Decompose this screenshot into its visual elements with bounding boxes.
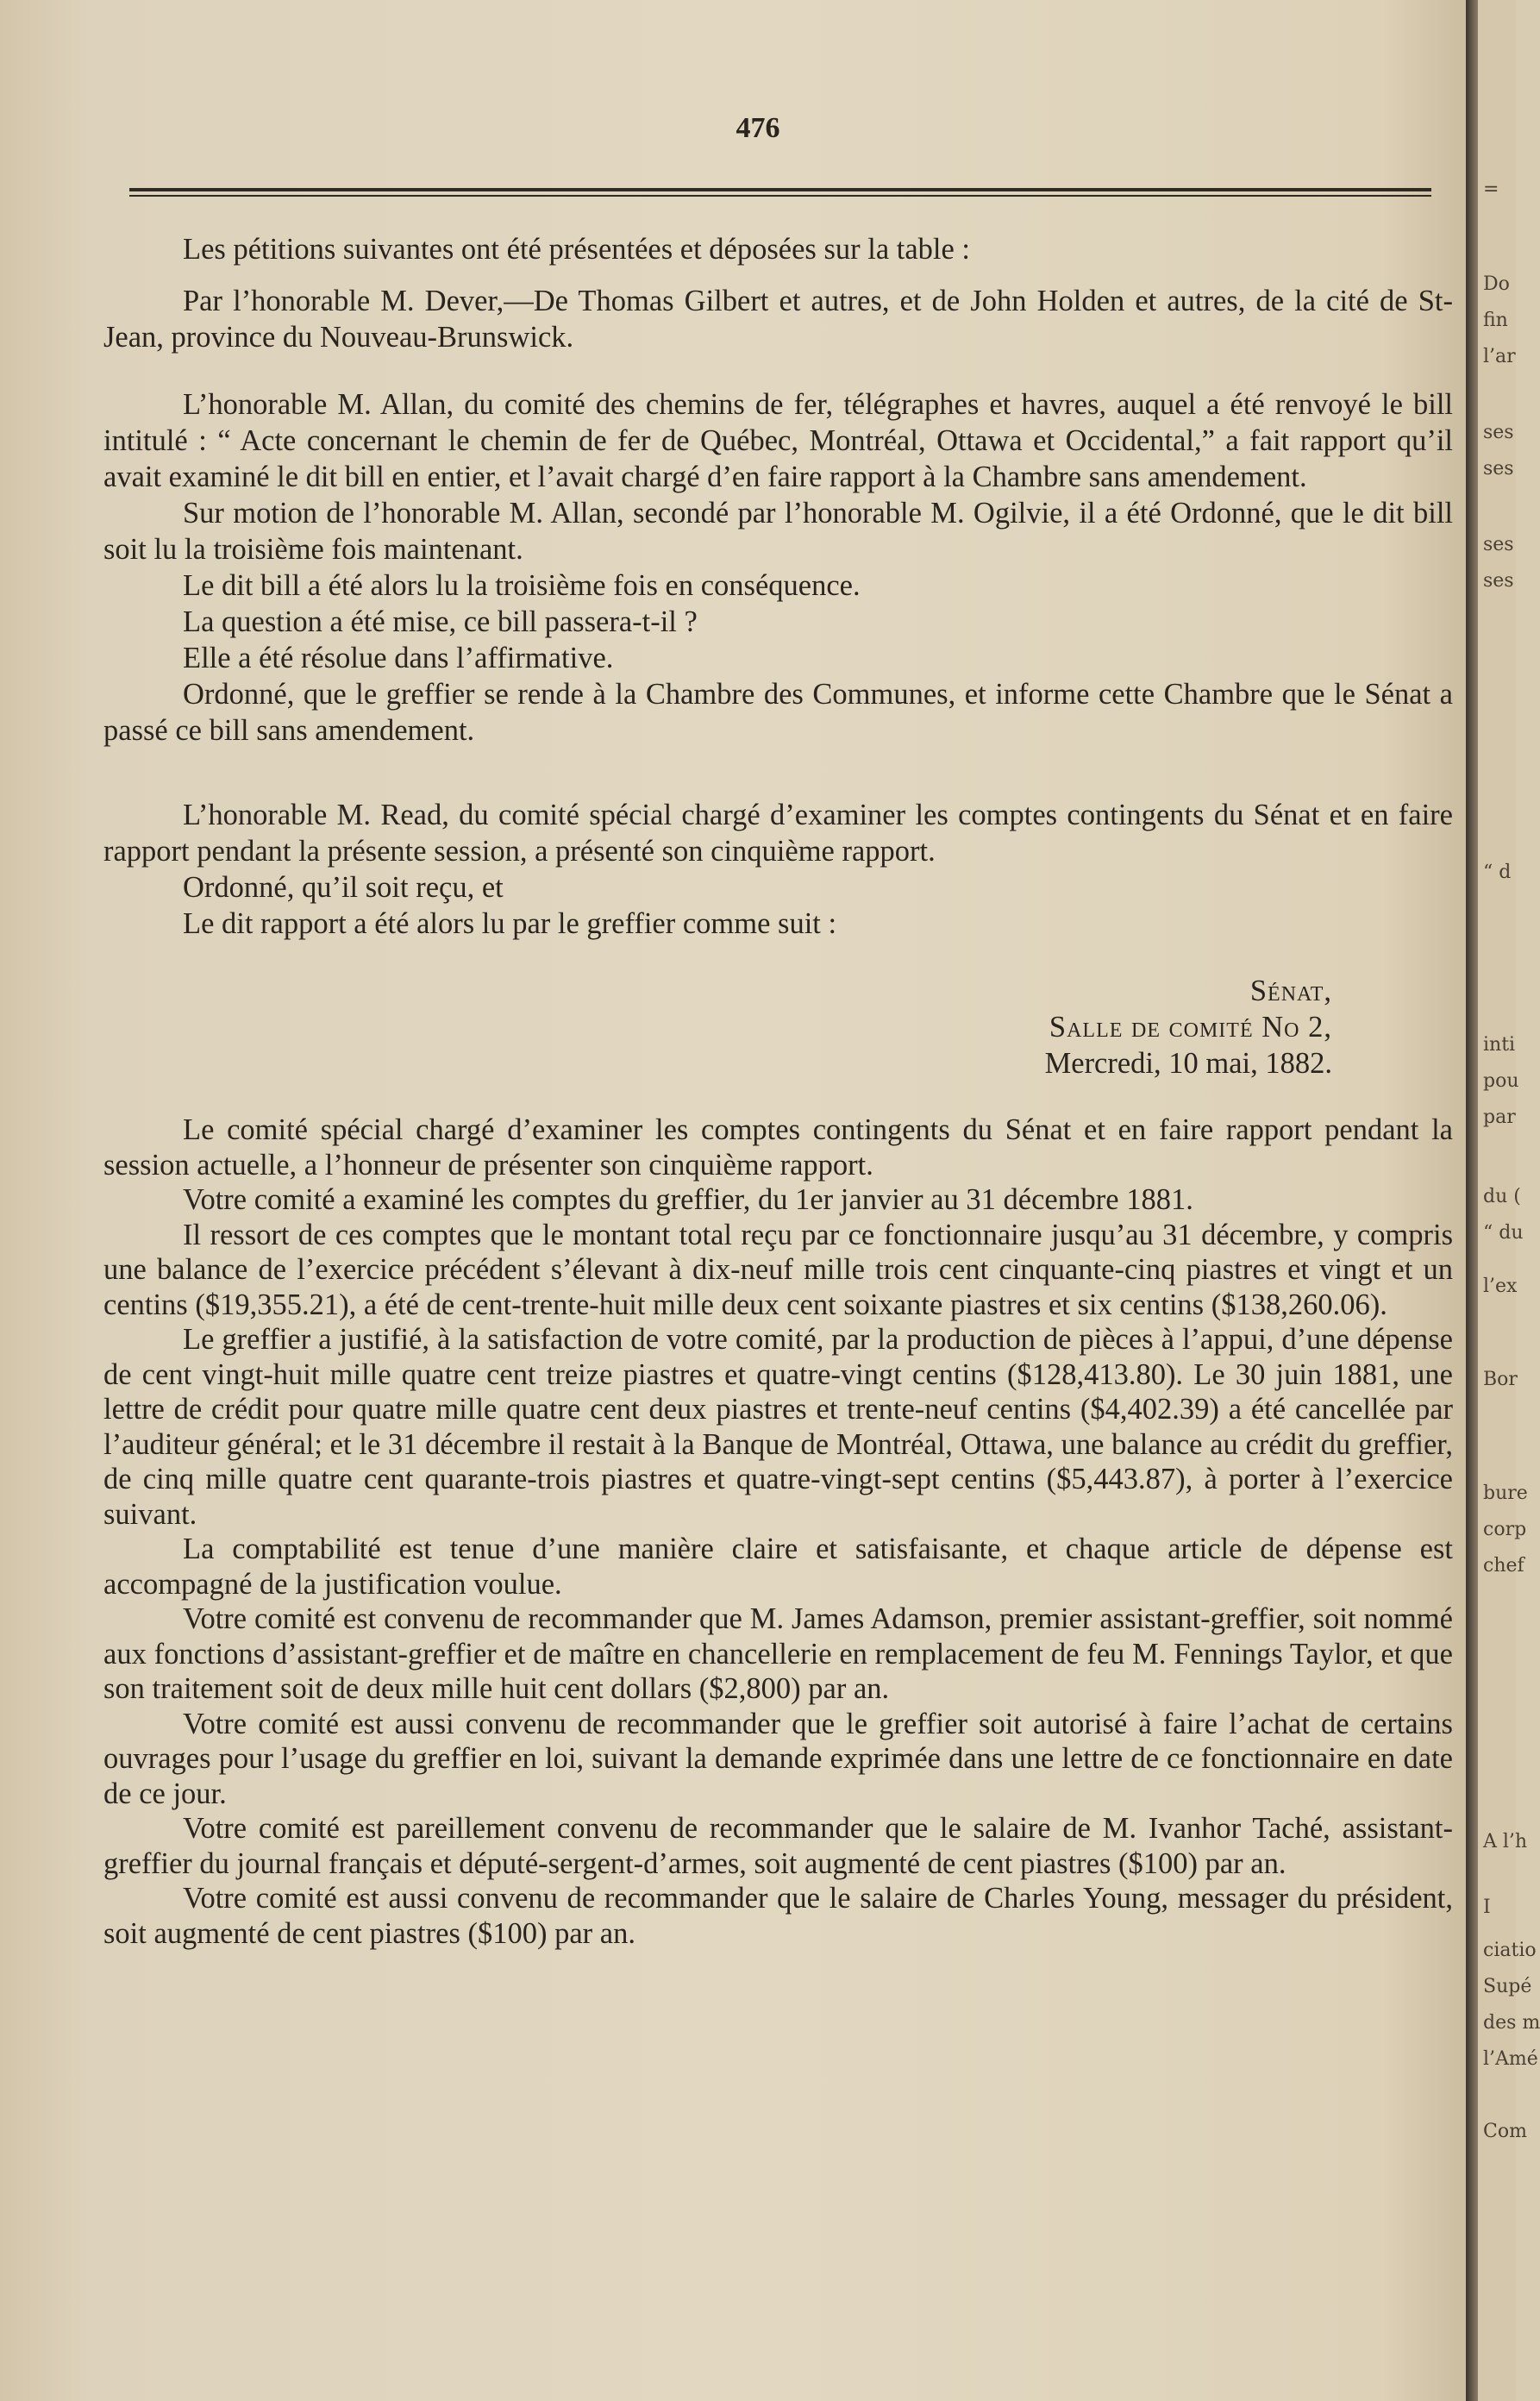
heading-line: Salle de comité No 2, [1049, 1011, 1332, 1044]
paragraph: Elle a été résolue dans l’affirmative. [183, 642, 614, 674]
adjacent-fragment: du ( [1483, 1186, 1521, 1207]
adjacent-fragment: A l’h [1483, 1831, 1528, 1852]
adjacent-fragment: Do [1483, 273, 1510, 295]
paragraph: Les pétitions suivantes ont été présentées et déposées sur la table : [183, 233, 971, 266]
report-paragraph: Votre comité est convenu de recommander que M. James Adamson, premier assistant-greffier, soit nommé aux fonctions d’assistant-greffier et de maître en chancellerie en remplacement de feu M. Fennings Taylor, et que son traitement soit de deux mille huit cent dollars ($2,800) par an. [103, 1602, 1453, 1705]
adjacent-fragment: ciatio [1483, 1940, 1537, 1961]
adjacent-fragment: ses [1483, 458, 1514, 480]
committee-report [103, 1113, 1453, 1951]
adjacent-fragment: ses [1483, 422, 1514, 443]
paragraph: La question a été mise, ce bill passera-t-il ? [183, 605, 698, 638]
adjacent-fragment: “ du [1483, 1222, 1524, 1244]
page-number: 476 [736, 112, 780, 144]
heading-line: Mercredi, 10 mai, 1882. [1044, 1047, 1332, 1080]
report-paragraph: Votre comité a examiné les comptes du greffier, du 1er janvier au 31 décembre 1881. [183, 1183, 1193, 1216]
adjacent-fragment: = [1483, 179, 1499, 200]
report-paragraph: Le greffier a justifié, à la satisfaction de votre comité, par la production de pièces à l’appui, d’une dépense de cent vingt-huit mille quatre cent treize piastres et quatre-vingt centins ($128,413.80). Le 30 juin 1881, une lettre de crédit pour quatre mille quatre cent deux piastres et trente-neuf centins ($4,402.39) a été cancellée par l’auditeur général; et le 31 décembre il restait à la Banque de Montréal, Ottawa, une balance au crédit du greffier, de cinq mille quatre cent quarante-trois piastres et quatre-vingt-sept centins ($5,443.87), à porter à l’exercice suivant. [103, 1323, 1453, 1531]
paragraph: L’honorable M. Read, du comité spécial chargé d’examiner les comptes contingents du Sénat et en faire rapport pendant la présente session, a présenté son cinquième rapport. [103, 799, 1453, 868]
report-paragraph: Il ressort de ces comptes que le montant total reçu par ce fonctionnaire jusqu’au 31 décembre, y compris une balance de l’exercice précédent s’élevant à dix-neuf mille trois cent cinquante-cinq piastres et vingt et un centins ($19,355.21), a été de cent-trente-huit mille deux cent soixante piastres et six centins ($138,260.06). [103, 1218, 1453, 1321]
adjacent-fragment: I [1483, 1896, 1491, 1918]
paragraph: L’honorable M. Allan, du comité des chemins de fer, télégraphes et havres, auquel a été renvoyé le bill intitulé : “ Acte concernant le chemin de fer de Québec, Montréal, Ottawa et Occidental,” a fait rapport qu’il avait examiné le dit bill en entier, et l’avait chargé d’en faire rapport à la Chambre sans amendement. [103, 388, 1453, 493]
page-body [103, 231, 1453, 1951]
paragraph: Le dit rapport a été alors lu par le greffier comme suit : [183, 907, 837, 940]
report-heading [103, 973, 1453, 1081]
adjacent-fragment: l’ar [1483, 346, 1516, 367]
adjacent-fragment: Supé [1483, 1976, 1532, 1997]
adjacent-fragment: fin [1483, 310, 1508, 331]
report-paragraph: Votre comité est aussi convenu de recommander que le greffier soit autorisé à faire l’achat de certains ouvrages pour l’usage du greffier en loi, suivant la demande exprimée dans une lettre de ce fonctionnaire en date de ce jour. [103, 1707, 1453, 1810]
heading-line: Sénat, [1249, 975, 1332, 1007]
adjacent-fragment: bure [1483, 1483, 1528, 1504]
header-rule-thin [129, 195, 1431, 197]
paragraph: Sur motion de l’honorable M. Allan, secondé par l’honorable M. Ogilvie, il a été Ordonné, que le dit bill soit lu la troisième fois maintenant. [103, 497, 1453, 566]
report-paragraph: La comptabilité est tenue d’une manière claire et satisfaisante, et chaque article de dépense est accompagné de la justification voulue. [103, 1533, 1453, 1601]
report-paragraph: Le comité spécial chargé d’examiner les comptes contingents du Sénat et en faire rapport pendant la session actuelle, a l’honneur de présenter son cinquième rapport. [103, 1113, 1453, 1182]
adjacent-fragment: “ d [1483, 862, 1512, 883]
adjacent-fragment: ses [1483, 534, 1514, 555]
adjacent-fragment: inti [1483, 1034, 1516, 1056]
report-paragraph: Votre comité est pareillement convenu de recommander que le salaire de M. Ivanhor Taché, assistant-greffier du journal français et député-sergent-d’armes, soit augmenté de cent piastres ($100) par an. [103, 1812, 1453, 1880]
adjacent-fragment: Com [1483, 2121, 1527, 2142]
adjacent-fragment: l’Amé [1483, 2048, 1538, 2070]
header-rule [129, 188, 1431, 191]
adjacent-fragment: l’ex [1483, 1276, 1518, 1297]
adjacent-fragment: ses [1483, 570, 1514, 592]
paragraph: Ordonné, que le greffier se rende à la Chambre des Communes, et informe cette Chambre que le Sénat a passé ce bill sans amendement. [103, 678, 1453, 747]
paragraph: Par l’honorable M. Dever,—De Thomas Gilbert et autres, et de John Holden et autres, de la cité de St-Jean, province du Nouveau-Brunswick. [103, 285, 1453, 354]
adjacent-fragment: Bor [1483, 1369, 1518, 1390]
adjacent-page-edge [1478, 0, 1540, 2401]
adjacent-fragment: des m [1483, 2012, 1540, 2034]
paragraph: Ordonné, qu’il soit reçu, et [183, 871, 504, 904]
report-paragraph: Votre comité est aussi convenu de recommander que le salaire de Charles Young, messager du président, soit augmenté de cent piastres ($100) par an. [103, 1882, 1453, 1950]
book-gutter [1466, 0, 1478, 2401]
adjacent-fragment: pou [1483, 1070, 1519, 1092]
adjacent-fragment: chef [1483, 1555, 1524, 1577]
paragraph: Le dit bill a été alors lu la troisième fois en conséquence. [183, 569, 861, 602]
adjacent-fragment: corp [1483, 1519, 1527, 1540]
adjacent-fragment: par [1483, 1106, 1516, 1128]
